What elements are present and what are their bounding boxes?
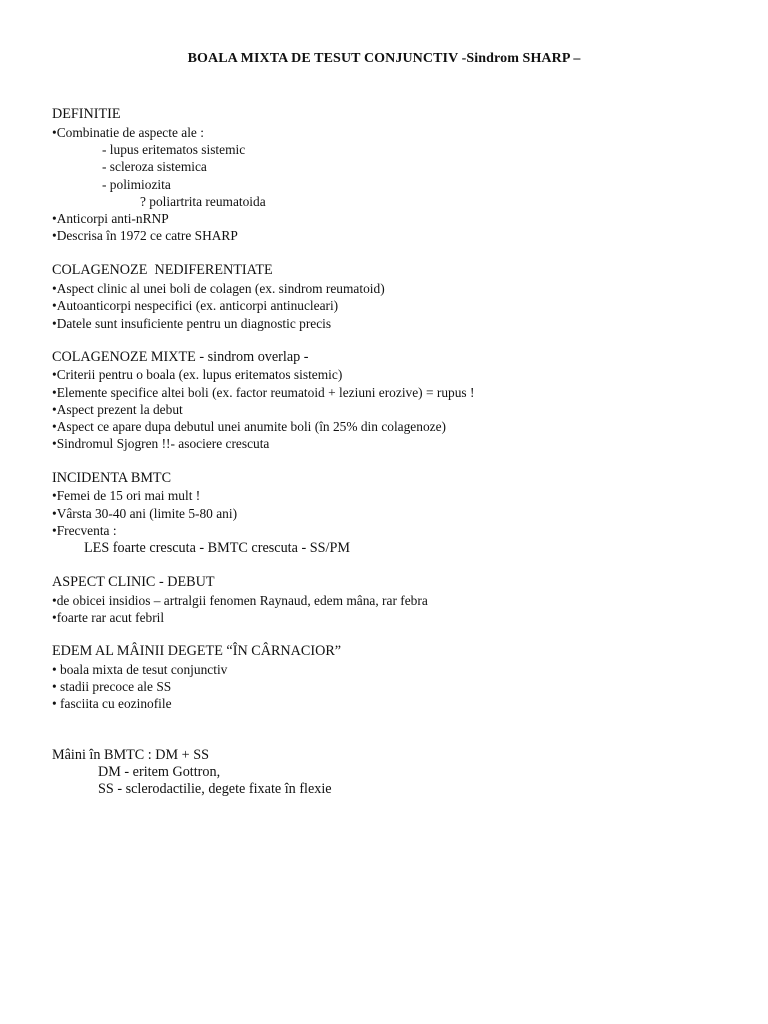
text-line: SS - sclerodactilie, degete fixate în flexie	[98, 781, 332, 797]
text-line: •Criterii pentru o boala (ex. lupus eritematos sistemic)	[52, 367, 343, 382]
text-line: •de obicei insidios – artralgii fenomen Raynaud, edem mâna, rar febra	[52, 593, 428, 608]
text-line: •Descrisa în 1972 ce catre SHARP	[52, 228, 238, 243]
text-line: ? poliartrita reumatoida	[140, 194, 266, 209]
text-line: • fasciita cu eozinofile	[52, 696, 172, 711]
section-heading-maini: Mâini în BMTC : DM + SS	[52, 747, 209, 763]
text-line: •Aspect prezent la debut	[52, 402, 183, 417]
text-line: •Combinatie de aspecte ale :	[52, 125, 204, 140]
text-line: •foarte rar acut febril	[52, 610, 165, 625]
section-heading-aspect-clinic: ASPECT CLINIC - DEBUT	[52, 574, 215, 590]
text-line: •Vârsta 30-40 ani (limite 5-80 ani)	[52, 506, 238, 521]
section-heading-definitie: DEFINITIE	[52, 106, 121, 122]
section-heading-colagenoze-mixte: COLAGENOZE MIXTE - sindrom overlap -	[52, 349, 309, 365]
text-line: - scleroza sistemica	[102, 159, 207, 174]
text-line: •Datele sunt insuficiente pentru un diagnostic precis	[52, 316, 332, 331]
text-line: •Frecventa :	[52, 523, 117, 538]
text-line: • stadii precoce ale SS	[52, 679, 172, 694]
text-line: LES foarte crescuta - BMTC crescuta - SS/PM	[84, 540, 350, 556]
text-line: - lupus eritematos sistemic	[102, 142, 246, 157]
text-line: DM - eritem Gottron,	[98, 764, 221, 780]
text-line: •Autoanticorpi nespecifici (ex. anticorpi antinucleari)	[52, 298, 339, 313]
document-title: BOALA MIXTA DE TESUT CONJUNCTIV -Sindrom SHARP –	[187, 51, 581, 66]
text-line: •Aspect ce apare dupa debutul unei anumite boli (în 25% din colagenoze)	[52, 419, 446, 434]
section-heading-colagenoze-nediferentiate: COLAGENOZE NEDIFERENTIATE	[52, 262, 273, 278]
text-line: •Anticorpi anti-nRNP	[52, 211, 169, 226]
text-line: •Sindromul Sjogren !!- asociere crescuta	[52, 436, 270, 451]
text-line: • boala mixta de tesut conjunctiv	[52, 662, 228, 677]
section-heading-edem: EDEM AL MÂINII DEGETE “ÎN CÂRNACIOR”	[52, 643, 342, 659]
text-line: •Femei de 15 ori mai mult !	[52, 488, 201, 503]
text-line: •Aspect clinic al unei boli de colagen (ex. sindrom reumatoid)	[52, 281, 385, 296]
section-heading-incidenta: INCIDENTA BMTC	[52, 470, 172, 486]
text-line: - polimiozita	[102, 177, 171, 192]
text-line: •Elemente specifice altei boli (ex. factor reumatoid + leziuni erozive) = rupus !	[52, 385, 475, 400]
